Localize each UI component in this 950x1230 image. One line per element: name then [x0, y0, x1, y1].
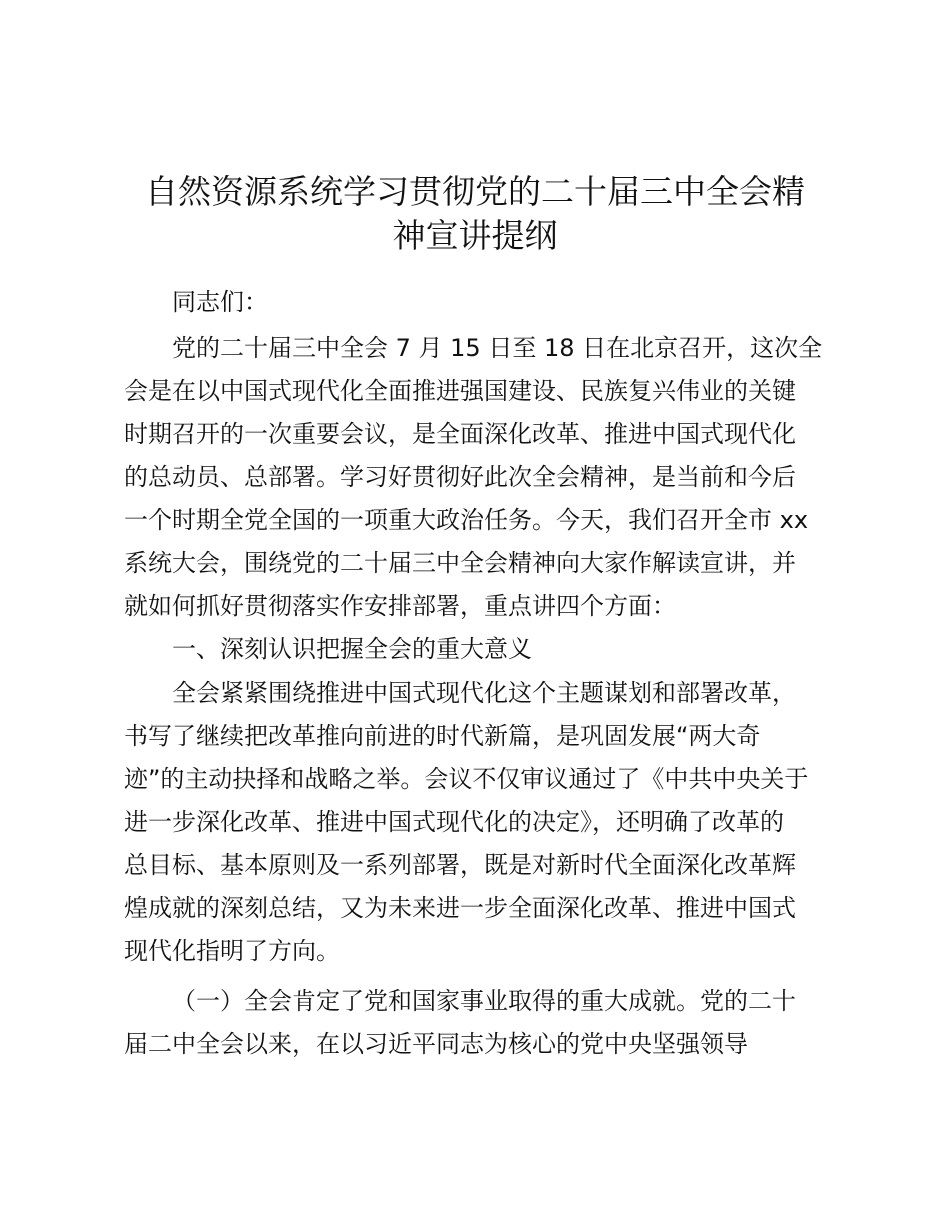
body-line: 党的二十届三中全会 7 月 15 日至 18 日在北京召开，这次全	[172, 334, 823, 362]
body-line: 迹”的主动抉择和战略之举。会议不仅审议通过了《中共中央关于	[124, 765, 809, 793]
body-line: 届二中全会以来，在以习近平同志为核心的党中央坚强领导	[124, 1030, 748, 1058]
subsection-heading: （一）全会肯定了党和国家事业取得的重大成就。党的二十	[172, 987, 796, 1015]
salutation: 同志们：	[172, 288, 268, 316]
document-title	[120, 170, 830, 258]
section-heading: 一、深刻认识把握全会的重大意义	[172, 635, 532, 663]
body-line: 时期召开的一次重要会议，是全面深化改革、推进中国式现代化	[124, 420, 796, 448]
body-line: 全会紧紧围绕推进中国式现代化这个主题谋划和部署改革，	[172, 679, 796, 707]
body-line: 总目标、基本原则及一系列部署，既是对新时代全面深化改革辉	[124, 851, 796, 879]
body-line: 系统大会，围绕党的二十届三中全会精神向大家作解读宣讲，并	[124, 549, 796, 577]
body-line: 一个时期全党全国的一项重大政治任务。今天，我们召开全市 xx	[124, 506, 809, 534]
body-line: 书写了继续把改革推向前进的时代新篇，是巩固发展“两大奇	[124, 722, 761, 750]
title-line-1: 自然资源系统学习贯彻党的二十届三中全会精	[145, 172, 805, 211]
body-line: 的总动员、总部署。学习好贯彻好此次全会精神，是当前和今后	[124, 463, 796, 491]
body-line: 现代化指明了方向。	[124, 937, 340, 965]
body-line: 会是在以中国式现代化全面推进强国建设、民族复兴伟业的关键	[124, 377, 796, 405]
body-line: 煌成就的深刻总结，又为未来进一步全面深化改革、推进中国式	[124, 894, 796, 922]
body-line: 进一步深化改革、推进中国式现代化的决定》，还明确了改革的	[124, 808, 784, 836]
body-line: 就如何抓好贯彻落实作安排部署，重点讲四个方面：	[124, 592, 676, 620]
title-line-2: 神宣讲提纲	[392, 216, 558, 255]
